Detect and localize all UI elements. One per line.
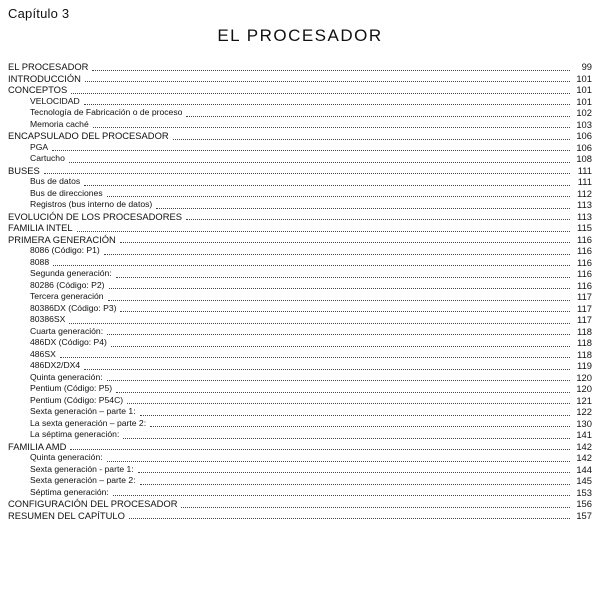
- toc-entry: [8, 153, 592, 165]
- toc-entry: [8, 337, 592, 349]
- toc-dot-leader: [44, 172, 570, 174]
- toc-entry-label: 80286 (Código: P2): [30, 279, 105, 290]
- toc-entry: [8, 395, 592, 407]
- toc-dot-leader: [156, 207, 570, 209]
- toc-entry: [8, 165, 592, 177]
- toc-entry-page: 117: [577, 314, 592, 325]
- toc-entry-label: Sexta generación – parte 1:: [30, 406, 136, 416]
- toc-entry-label: Quinta generación:: [30, 371, 103, 382]
- toc-entry-page: 102: [576, 107, 592, 118]
- toc-entry-page: 99: [581, 61, 592, 72]
- toc-entry-label: 80386SX: [30, 314, 66, 324]
- toc-entry: [8, 303, 592, 315]
- toc-entry-label: Memoria caché: [30, 118, 89, 129]
- toc-entry: [8, 84, 592, 96]
- toc-entry-page: 153: [576, 486, 592, 498]
- toc-dot-leader: [129, 517, 570, 519]
- toc-entry-page: 113: [577, 199, 592, 210]
- toc-dot-leader: [116, 276, 570, 278]
- toc-entry: [8, 475, 592, 487]
- toc-entry-page: 144: [576, 463, 592, 475]
- toc-entry: [8, 291, 592, 303]
- toc-entry: [8, 383, 592, 395]
- toc-dot-leader: [186, 218, 570, 220]
- toc-entry-label: Tecnología de Fabricación o de proceso: [30, 107, 183, 117]
- toc-dot-leader: [127, 402, 570, 404]
- toc-entry-page: 116: [577, 279, 592, 291]
- toc-entry-page: 117: [577, 302, 592, 314]
- toc-entry: [8, 464, 592, 476]
- toc-entry-label: Cartucho: [30, 153, 65, 163]
- toc-dot-leader: [186, 115, 570, 117]
- toc-dot-leader: [150, 425, 570, 427]
- toc-entry: [8, 314, 592, 326]
- toc-entry-label: 486DX (Código: P4): [30, 337, 107, 347]
- toc-entry-page: 120: [576, 371, 592, 383]
- toc-entry-label: La sexta generación – parte 2:: [30, 417, 147, 428]
- toc-entry-label: CONCEPTOS: [8, 84, 68, 95]
- toc-entry: [8, 429, 592, 441]
- toc-dot-leader: [71, 92, 570, 94]
- toc-entry-page: 116: [577, 256, 592, 268]
- toc-entry-page: 118: [577, 348, 592, 360]
- toc-entry-page: 142: [576, 452, 592, 463]
- toc-entry-label: Quinta generación:: [30, 452, 103, 462]
- toc-entry: [8, 176, 592, 188]
- toc-entry-page: 116: [577, 245, 592, 256]
- toc-dot-leader: [107, 379, 570, 381]
- toc-dot-leader: [84, 103, 570, 105]
- toc-dot-leader: [84, 184, 570, 186]
- toc-entry-page: 108: [576, 153, 592, 164]
- toc-dot-leader: [60, 356, 570, 358]
- toc-dot-leader: [108, 299, 570, 301]
- toc-entry: [8, 142, 592, 154]
- toc-dot-leader: [113, 494, 570, 496]
- toc-dot-leader: [69, 161, 570, 163]
- toc-entry: [8, 188, 592, 200]
- toc-dot-leader: [104, 253, 570, 255]
- toc-dot-leader: [138, 471, 570, 473]
- toc-entry-page: 101: [576, 95, 592, 107]
- toc-entry-label: Registros (bus interno de datos): [30, 199, 153, 209]
- toc-dot-leader: [69, 322, 570, 324]
- toc-dot-leader: [140, 414, 570, 416]
- toc-entry: [8, 268, 592, 280]
- toc-entry: [8, 372, 592, 384]
- toc-entry-page: 145: [576, 475, 592, 486]
- toc-entry-page: 113: [577, 210, 592, 222]
- toc-entry: [8, 96, 592, 108]
- toc-entry: [8, 349, 592, 361]
- toc-entry-page: 118: [577, 337, 592, 348]
- toc-entry: [8, 234, 592, 246]
- toc-entry-label: VELOCIDAD: [30, 95, 80, 106]
- toc-dot-leader: [181, 506, 570, 508]
- toc-dot-leader: [111, 345, 570, 347]
- toc-entry-page: 119: [577, 360, 592, 371]
- toc-entry: [8, 441, 592, 453]
- toc-entry-label: EL PROCESADOR: [8, 61, 89, 72]
- toc-entry-label: INTRODUCCIÓN: [8, 72, 81, 84]
- toc-entry-label: Segunda generación:: [30, 268, 112, 278]
- toc-entry: [8, 406, 592, 418]
- toc-entry: [8, 257, 592, 269]
- toc-dot-leader: [123, 437, 570, 439]
- toc-entry: [8, 487, 592, 499]
- toc-entry-page: 118: [577, 325, 592, 337]
- toc-entry-page: 106: [576, 130, 592, 141]
- toc-entry-page: 130: [576, 417, 592, 429]
- toc-entry-page: 121: [576, 394, 592, 406]
- toc-dot-leader: [77, 230, 570, 232]
- toc-entry-page: 120: [576, 383, 592, 394]
- toc-entry: [8, 452, 592, 464]
- toc-entry-label: Bus de direcciones: [30, 187, 103, 198]
- toc-entry-page: 106: [576, 141, 592, 153]
- toc-entry-page: 111: [577, 164, 592, 176]
- toc-entry: [8, 245, 592, 257]
- toc-entry-page: 116: [577, 268, 592, 279]
- toc-dot-leader: [120, 310, 570, 312]
- toc-entry-page: 156: [576, 498, 592, 509]
- toc-entry: [8, 73, 592, 85]
- toc-dot-leader: [85, 80, 570, 82]
- toc-entry-label: FAMILIA INTEL: [8, 222, 73, 233]
- toc-dot-leader: [70, 448, 570, 450]
- toc-entry-label: CONFIGURACIÓN DEL PROCESADOR: [8, 498, 178, 509]
- page-title: EL PROCESADOR: [217, 26, 383, 45]
- toc-entry: [8, 222, 592, 234]
- toc-entry: [8, 510, 592, 522]
- toc-dot-leader: [120, 241, 570, 243]
- toc-dot-leader: [107, 460, 570, 462]
- toc-entry: [8, 211, 592, 223]
- toc-entry: [8, 107, 592, 119]
- toc-dot-leader: [173, 138, 570, 140]
- toc-entry: [8, 326, 592, 338]
- toc-entry-label: 8086 (Código: P1): [30, 245, 100, 255]
- chapter-heading: Capítulo 3: [8, 6, 70, 21]
- toc-entry-page: 122: [576, 406, 592, 417]
- toc-entry-page: 101: [576, 72, 592, 84]
- toc-entry: [8, 498, 592, 510]
- toc-dot-leader: [116, 391, 570, 393]
- toc-dot-leader: [92, 69, 570, 71]
- toc-dot-leader: [52, 149, 570, 151]
- toc-entry-label: 8088: [30, 256, 50, 267]
- toc-entry-label: Sexta generación – parte 2:: [30, 475, 136, 485]
- toc-entry-page: 111: [577, 176, 592, 187]
- toc-entry-label: PGA: [30, 141, 49, 152]
- toc-entry: [8, 280, 592, 292]
- toc-entry-page: 112: [577, 187, 592, 199]
- toc-dot-leader: [107, 195, 570, 197]
- toc-entry-label: Pentium (Código: P54C): [30, 394, 124, 405]
- toc-entry-label: RESUMEN DEL CAPÍTULO: [8, 509, 125, 521]
- toc-entry: [8, 418, 592, 430]
- toc-entry-label: Cuarta generación:: [30, 325, 104, 336]
- toc-dot-leader: [93, 126, 570, 128]
- toc-entry-page: 103: [576, 118, 592, 130]
- toc-dot-leader: [84, 368, 570, 370]
- toc-entry: [8, 199, 592, 211]
- toc-entry-label: 80386DX (Código: P3): [30, 302, 117, 313]
- toc-entry-label: BUSES: [8, 164, 40, 176]
- toc-entry: [8, 360, 592, 372]
- toc-entry-label: Sexta generación - parte 1:: [30, 463, 134, 474]
- toc-entry-label: 486DX2/DX4: [30, 360, 81, 370]
- toc-entry-label: EVOLUCIÓN DE LOS PROCESADORES: [8, 210, 183, 222]
- toc-dot-leader: [109, 287, 570, 289]
- toc-entry-label: Tercera generación: [30, 291, 104, 301]
- toc-entry-label: Séptima generación:: [30, 486, 109, 497]
- table-of-contents: [8, 61, 592, 521]
- toc-entry-label: 486SX: [30, 348, 56, 359]
- toc-entry-label: Bus de datos: [30, 176, 81, 186]
- toc-entry-page: 101: [576, 84, 592, 95]
- toc-entry-page: 141: [576, 429, 592, 440]
- toc-entry: [8, 130, 592, 142]
- toc-entry: [8, 119, 592, 131]
- toc-entry-page: 117: [577, 291, 592, 302]
- toc-entry-page: 116: [577, 233, 592, 245]
- toc-entry-page: 157: [576, 509, 592, 521]
- toc-dot-leader: [140, 483, 570, 485]
- toc-entry-label: Pentium (Código: P5): [30, 383, 113, 393]
- toc-entry-page: 142: [576, 440, 592, 452]
- toc-entry-label: PRIMERA GENERACIÓN: [8, 233, 116, 245]
- toc-entry-label: La séptima generación:: [30, 429, 120, 439]
- toc-dot-leader: [107, 333, 570, 335]
- toc-entry: [8, 61, 592, 73]
- toc-entry-label: FAMILIA AMD: [8, 440, 67, 452]
- toc-dot-leader: [53, 264, 570, 266]
- toc-entry-page: 115: [577, 222, 592, 233]
- toc-entry-label: ENCAPSULADO DEL PROCESADOR: [8, 130, 169, 141]
